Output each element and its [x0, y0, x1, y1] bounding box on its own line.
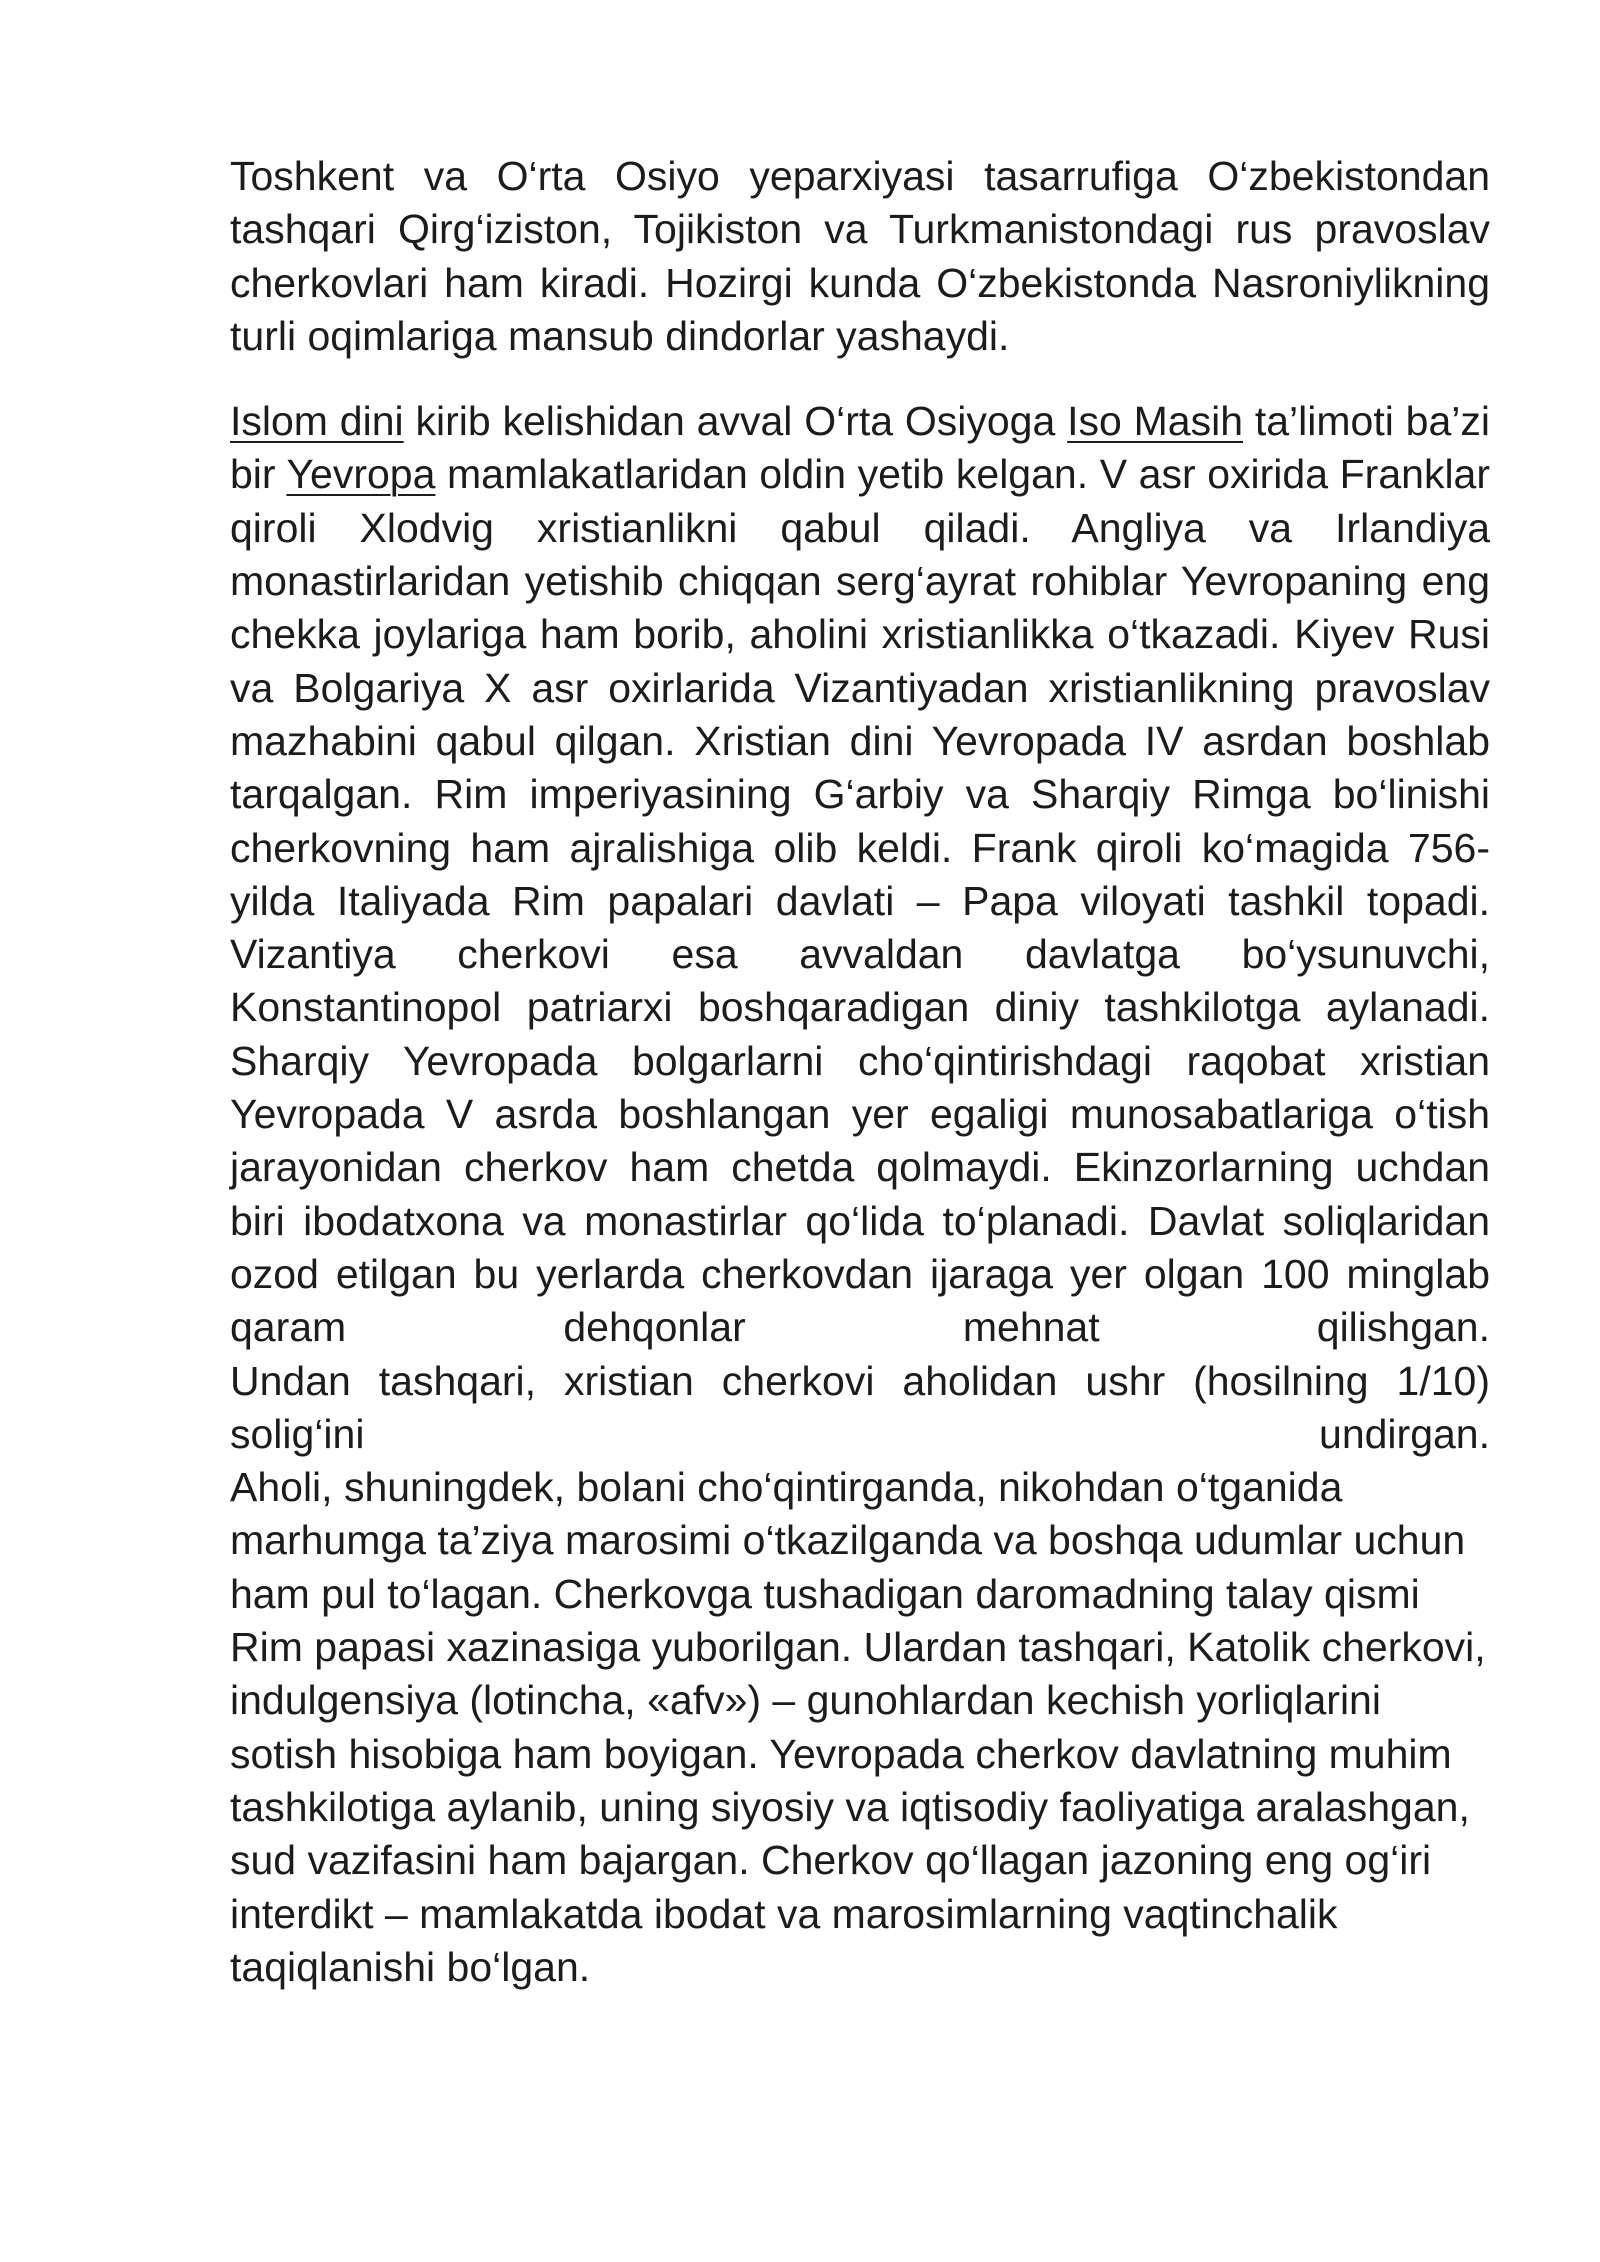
paragraph-2-block-1	[230, 395, 1490, 1035]
paragraph-1	[230, 150, 1490, 363]
paragraph-2-block-3: Undan tashqari, xristian cherkovi aholidan ushr (hosilning 1/10) solig‘ini undirgan.	[230, 1357, 1490, 1457]
link-iso-masih[interactable]: Iso Masih	[1067, 398, 1244, 445]
paragraph-2-block-2: Sharqiy Yevropada bolgarlarni cho‘qintirishdagi raqobat xristian Yevropada V asrda boshlangan yer egaligi munosabatlariga o‘tish jarayonidan cherkov ham chetda qolmaydi. Ekinzorlarning uchdan biri ibodatxona va monastirlar qo‘lida to‘planadi. Davlat soliqlaridan ozod etilgan bu yerlarda cherkovdan ijaraga yer olgan 100 minglab qaram dehqonlar mehnat qilishgan.	[230, 1037, 1490, 1351]
paragraph-2-text-a: kirib kelishidan avval O‘rta Osiyoga	[403, 398, 1068, 445]
link-yevropa[interactable]: Yevropa	[286, 451, 436, 498]
paragraph-2-block-4: Aholi, shuningdek, bolani cho‘qintirganda, nikohdan o‘tganida marhumga ta’ziya marosimi o‘tkazilganda va boshqa udumlar uchun ham pul to‘lagan. Cherkovga tushadigan daromadning talay qismi Rim papasi xazinasiga yuborilgan. Ulardan tashqari, Katolik cherkovi, indulgensiya (lotincha, «afv») – gunohlardan kechish yorliqlarini sotish hisobiga ham boyigan. Yevropada cherkov davlatning muhim tashkilotiga aylanib, uning siyosiy va iqtisodiy faoliyatiga aralashgan, sud vazifasini ham bajargan. Cherkov qo‘llagan jazoning eng og‘iri interdikt – mamlakatda ibodat va marosimlarning vaqtinchalik taqiqlanishi bo‘lgan.	[230, 1464, 1486, 1990]
paragraph-2-text-b: ta’limoti ba’zi bir	[230, 398, 1491, 498]
paragraph-2	[230, 395, 1490, 1994]
document-page	[230, 150, 1490, 1994]
link-islom-dini[interactable]: Islom dini	[230, 398, 404, 445]
paragraph-2-text-c: mamlakatlaridan oldin yetib kelgan. V asr oxirida Franklar qiroli Xlodvig xristianlikni qabul qiladi. Angliya va Irlandiya monastirlaridan yetishib chiqqan serg‘ayrat rohiblar Yevropaning eng chekka joylariga ham borib, aholini xristianlikka o‘tkazadi. Kiyev Rusi va Bolgariya X asr oxirlarida Vizantiyadan xristianlikning pravoslav mazhabini qabul qilgan. Xristian dini Yevropada IV asrdan boshlab tarqalgan. Rim imperiyasining G‘arbiy va Sharqiy Rimga bo‘linishi cherkovning ham ajralishiga olib keldi. Frank qiroli ko‘magida 756-yilda Italiyada Rim papalari davlati – Papa viloyati tashkil topadi. Vizantiya cherkovi esa avvaldan davlatga bo‘ysunuvchi, Konstantinopol patriarxi boshqaradigan diniy tashkilotga aylanadi.	[230, 451, 1491, 1031]
paragraph-1-text: Toshkent va O‘rta Osiyo yeparxiyasi tasarrufiga O‘zbekistondan tashqari Qirg‘iziston, Tojikiston va Turkmanistondagi rus pravoslav cherkovlari ham kiradi. Hozirgi kunda O‘zbekistonda Nasroniylikning turli oqimlariga mansub dindorlar yashaydi.	[230, 153, 1490, 359]
